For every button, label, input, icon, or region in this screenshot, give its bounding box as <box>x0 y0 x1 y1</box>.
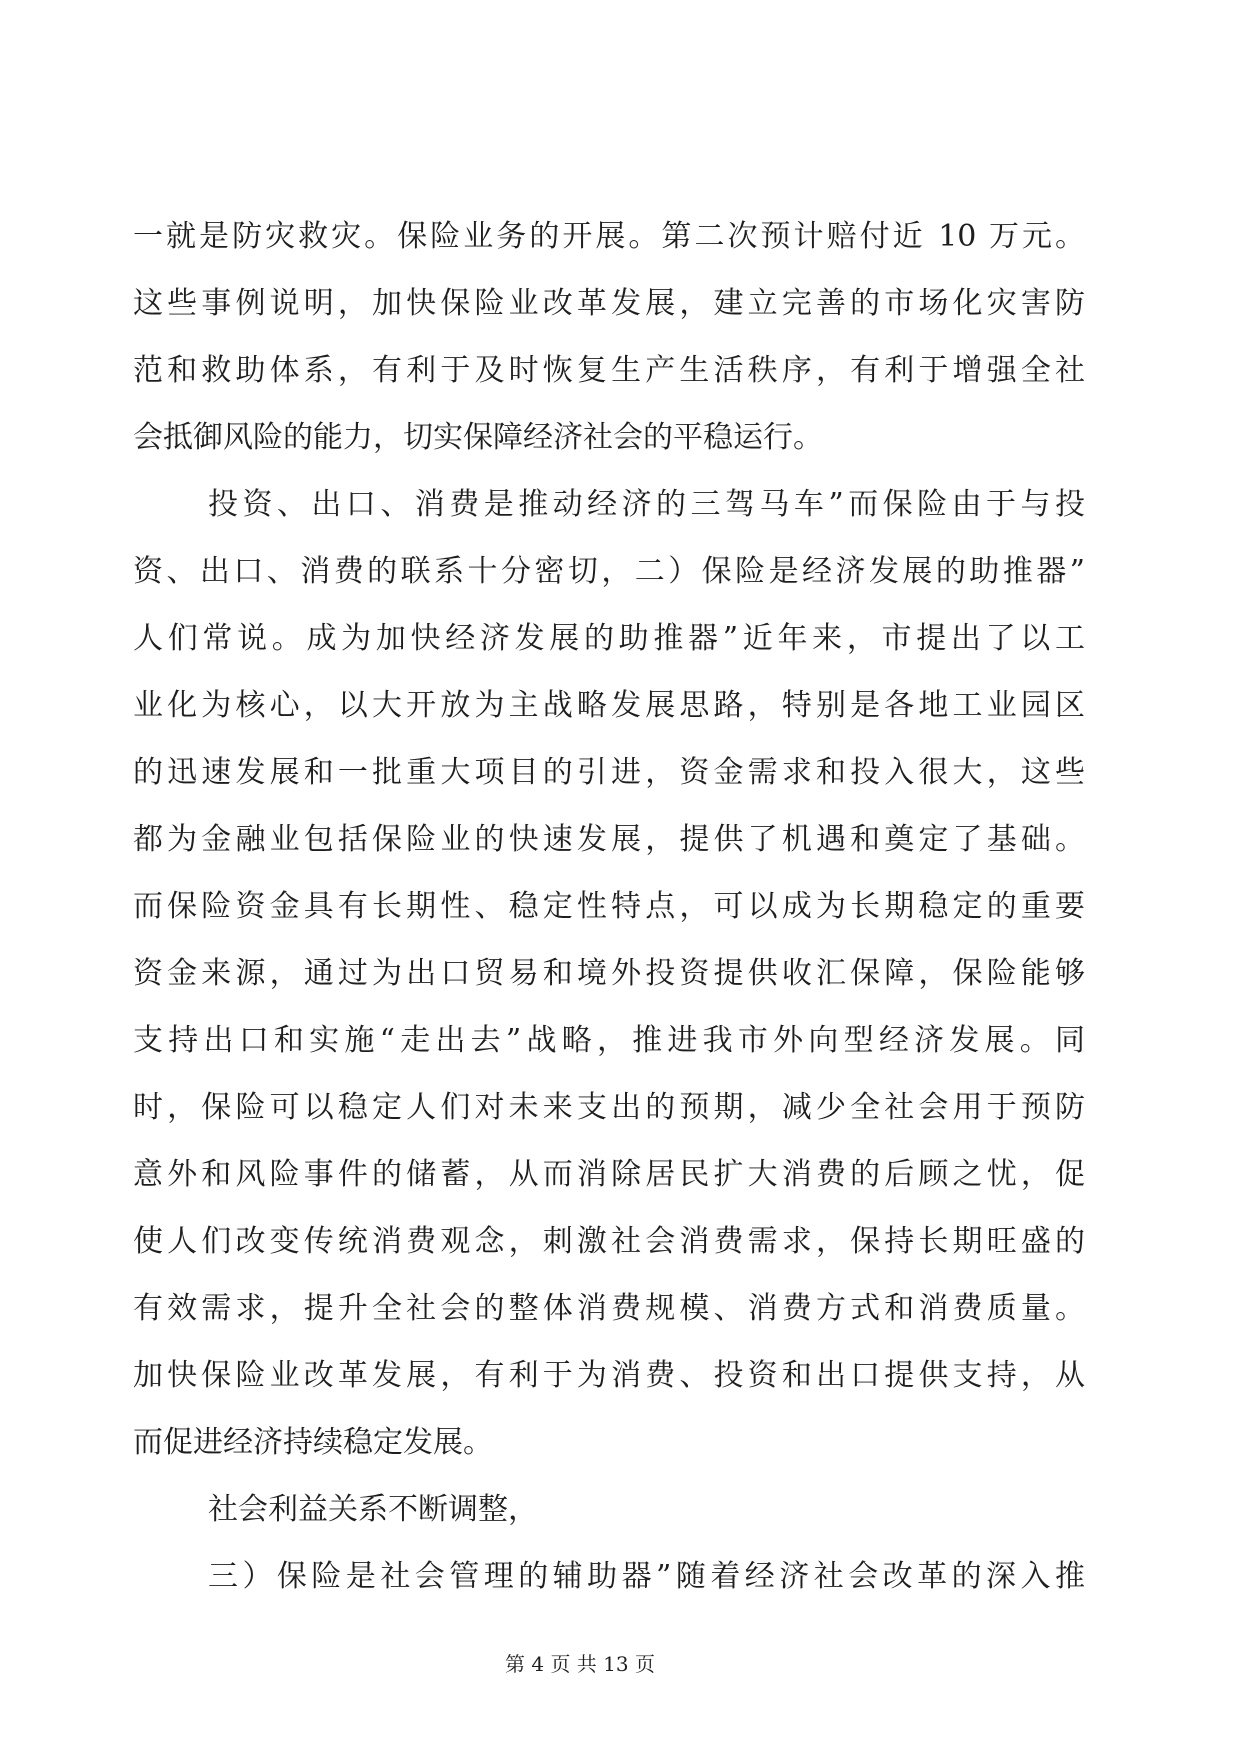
text-line: 范和救助体系，有利于及时恢复生产生活秩序，有利于增强全社 <box>133 353 1085 388</box>
text-line: 有效需求，提升全社会的整体消费规模、消费方式和消费质量。 <box>133 1291 1085 1326</box>
text-line: 时，保险可以稳定人们对未来支出的预期，减少全社会用于预防 <box>133 1090 1085 1125</box>
paragraph <box>133 1476 1085 1543</box>
paragraph <box>133 1543 1085 1610</box>
text-line: 都为金融业包括保险业的快速发展，提供了机遇和奠定了基础。 <box>133 822 1085 857</box>
page-footer: 第 4 页 共 13 页 <box>505 1652 655 1676</box>
text-line: 使人们改变传统消费观念，刺激社会消费需求，保持长期旺盛的 <box>133 1224 1085 1259</box>
paragraph <box>133 471 1085 1476</box>
text-line: 会抵御风险的能力，切实保障经济社会的平稳运行。 <box>133 420 823 455</box>
text-line: 资金来源，通过为出口贸易和境外投资提供收汇保障，保险能够 <box>133 956 1085 991</box>
text-line: 这些事例说明，加快保险业改革发展，建立完善的市场化灾害防 <box>133 286 1085 321</box>
text-line: 资、出口、消费的联系十分密切，二）保险是经济发展的助推器” <box>133 554 1085 589</box>
text-line: 三）保险是社会管理的辅助器”随着经济社会改革的深入推 <box>208 1559 1085 1594</box>
paragraph <box>133 203 1085 471</box>
text-line: 一就是防灾救灾。保险业务的开展。第二次预计赔付近 10 万元。 <box>133 219 1085 254</box>
text-line: 业化为核心，以大开放为主战略发展思路，特别是各地工业园区 <box>133 688 1085 723</box>
text-line: 支持出口和实施“走出去”战略，推进我市外向型经济发展。同 <box>133 1023 1085 1058</box>
text-line: 而保险资金具有长期性、稳定性特点，可以成为长期稳定的重要 <box>133 889 1085 924</box>
text-line: 意外和风险事件的储蓄，从而消除居民扩大消费的后顾之忧，促 <box>133 1157 1085 1192</box>
text-line: 的迅速发展和一批重大项目的引进，资金需求和投入很大，这些 <box>133 755 1085 790</box>
text-line: 投资、出口、消费是推动经济的三驾马车”而保险由于与投 <box>208 487 1085 522</box>
text-line: 人们常说。成为加快经济发展的助推器”近年来，市提出了以工 <box>133 621 1085 656</box>
text-line: 加快保险业改革发展，有利于为消费、投资和出口提供支持，从 <box>133 1358 1085 1393</box>
document-body <box>133 203 1085 1610</box>
text-line: 而促进经济持续稳定发展。 <box>133 1425 493 1460</box>
text-line: 社会利益关系不断调整， <box>208 1492 538 1527</box>
